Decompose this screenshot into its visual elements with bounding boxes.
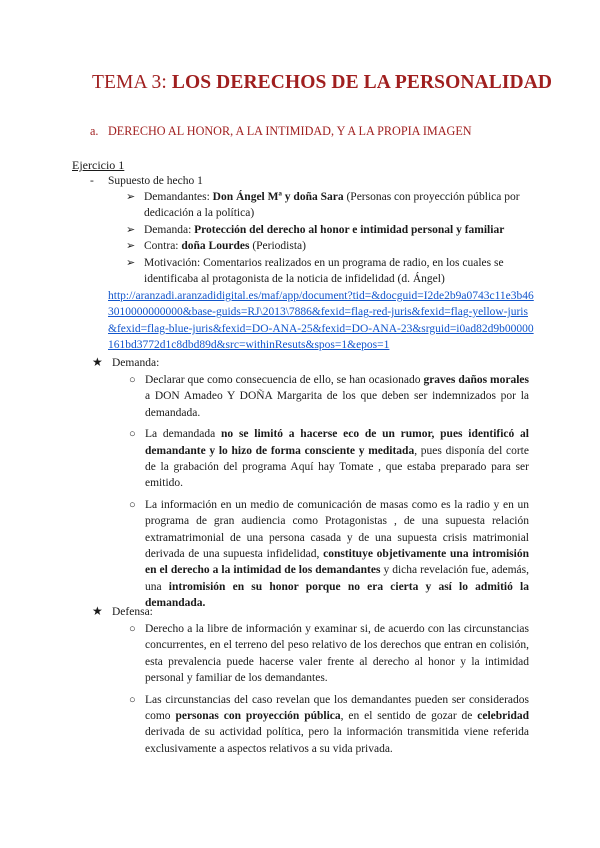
text-run: , pues disponía del corte de la grabación del programa Aquí hay Tomate , que estaba preparado para ser emitido.: [145, 444, 529, 490]
circle-bullet-icon: ○: [129, 693, 136, 706]
demanda-item: [129, 372, 529, 421]
text-run-bold: graves daños morales: [423, 374, 529, 386]
fact-rest: (Periodista): [249, 240, 306, 253]
circle-bullet-icon: ○: [129, 623, 136, 635]
fact-demandantes: [126, 189, 536, 222]
text-run-bold: personas con proyección pública: [175, 710, 341, 723]
text-run: Las circunstancias del caso revelan que los demandantes pueden ser considerados como: [145, 693, 529, 723]
fact-bold: Protección del derecho al honor e intimidad personal y familiar: [194, 223, 505, 236]
defensa-item-text: [145, 692, 529, 758]
text-run: derivada de su actividad política, pero la información transmitida viene referida exclusivamente a aspectos relativos a su vida privada.: [145, 726, 529, 755]
exercise-title: Ejercicio 1: [72, 158, 125, 172]
text-run-bold: intromisión en su honor porque no era cierta y así lo admitió la demandada.: [145, 580, 529, 610]
section-heading-text: DERECHO AL HONOR, A LA INTIMIDAD, Y A LA PROPIA IMAGEN: [108, 124, 472, 138]
text-run: y dicha revelación fue, además, una: [145, 564, 529, 593]
circle-bullet-icon: ○: [129, 374, 136, 386]
defensa-item-text: [145, 621, 529, 687]
fact-contra: [126, 238, 536, 254]
dash-marker: -: [90, 175, 94, 187]
demanda-heading: [92, 354, 159, 371]
circle-bullet-icon: ○: [129, 498, 136, 511]
fact-bold: doña Lourdes: [181, 240, 250, 253]
circle-bullet-icon: ○: [129, 428, 136, 441]
title-main: LOS DERECHOS DE LA PERSONALIDAD: [171, 72, 553, 93]
fact-label: Contra:: [144, 240, 182, 253]
title-prefix: TEMA 3:: [92, 72, 172, 93]
text-run: La demandada: [145, 428, 222, 441]
fact-label: Motivación:: [144, 256, 204, 269]
demanda-item: [129, 497, 529, 612]
section-marker: a.: [90, 124, 99, 138]
demanda-item-text: [145, 497, 529, 612]
defensa-heading: [92, 603, 153, 620]
demanda-item-text: [145, 426, 529, 492]
arrow-bullet-icon: ➢: [126, 240, 136, 253]
page-title: [92, 72, 552, 94]
section-heading: [90, 124, 472, 139]
fact-rest: (Personas con proyección pública por dedicación a la política): [144, 191, 520, 220]
fact-demanda: [126, 222, 536, 238]
text-run-bold: no se limitó a hacerse eco de un rumor, pues identificó al demandante y lo hizo de forma consciente y meditada: [145, 428, 529, 457]
supuesto-text: Supuesto de hecho 1: [108, 175, 203, 187]
defensa-list: [129, 621, 529, 757]
star-bullet-icon: ★: [92, 355, 103, 369]
fact-label: Demandantes:: [144, 191, 213, 203]
text-run: Declarar que como consecuencia de ello, se han ocasionado: [145, 374, 424, 386]
demanda-heading-text: Demanda:: [112, 357, 160, 369]
fact-label: Demanda:: [144, 223, 195, 236]
fact-motivacion: [126, 255, 536, 288]
demanda-list: [129, 372, 529, 612]
text-run: , en el sentido de gozar de: [340, 710, 478, 723]
text-run: Derecho a la libre de información y examinar si, de acuerdo con las circunstancias concurrentes, en el terreno del peso relativo de los derechos que entran en colisión, esta prevalencia puede hacerse valer frente al derecho al honor y la intimidad personal y familiar de los demandantes.: [145, 623, 529, 685]
arrow-bullet-icon: ➢: [126, 256, 136, 269]
demanda-item-text: [145, 372, 529, 421]
text-run-bold: celebridad: [477, 710, 530, 723]
defensa-heading-text: Defensa:: [112, 606, 153, 618]
arrow-bullet-icon: ➢: [126, 223, 136, 236]
fact-rest: Comentarios realizados en un programa de radio, en los cuales se identificaba al protagonista de la noticia de infidelidad (d. Ángel): [144, 256, 504, 286]
arrow-bullet-icon: ➢: [126, 191, 136, 203]
text-run: a DON Amadeo Y DOÑA Margarita de los que deben ser indemnizados por la demandada.: [145, 390, 529, 419]
demanda-item: [129, 426, 529, 492]
case-facts-list: [126, 189, 536, 287]
star-bullet-icon: ★: [92, 604, 103, 618]
text-run-bold: constituye objetivamente una intromisión en el derecho a la intimidad de los demandantes: [145, 548, 529, 577]
defensa-item: [129, 621, 529, 687]
text-run: La información en un medio de comunicación de masas como es la radio y en un programa de gran audiencia como Protagonistas , de una supuesta relación extramatrimonial de una persona casada y de una supuesta crisis matrimonial derivada de una supuesta infidelidad,: [145, 498, 529, 561]
defensa-item: [129, 692, 529, 758]
source-link[interactable]: http://aranzadi.aranzadidigital.es/maf/app/document?tid=&docguid=I2de2b9a0743c11e3b463010000000000&base-guids=RJ\2013\7886&fexid=flag-red-juris&fexid=flag-yellow-juris&fexid=flag-blue-juris&fexid=DO-ANA-25&fexid=DO-ANA-23&srguid=i0ad82d9b00000161bd3772d1c8dbd89d&src=withinResuts&spos=1&epos=1: [108, 290, 534, 352]
fact-bold: Don Ángel Mª y doña Sara: [212, 191, 344, 203]
